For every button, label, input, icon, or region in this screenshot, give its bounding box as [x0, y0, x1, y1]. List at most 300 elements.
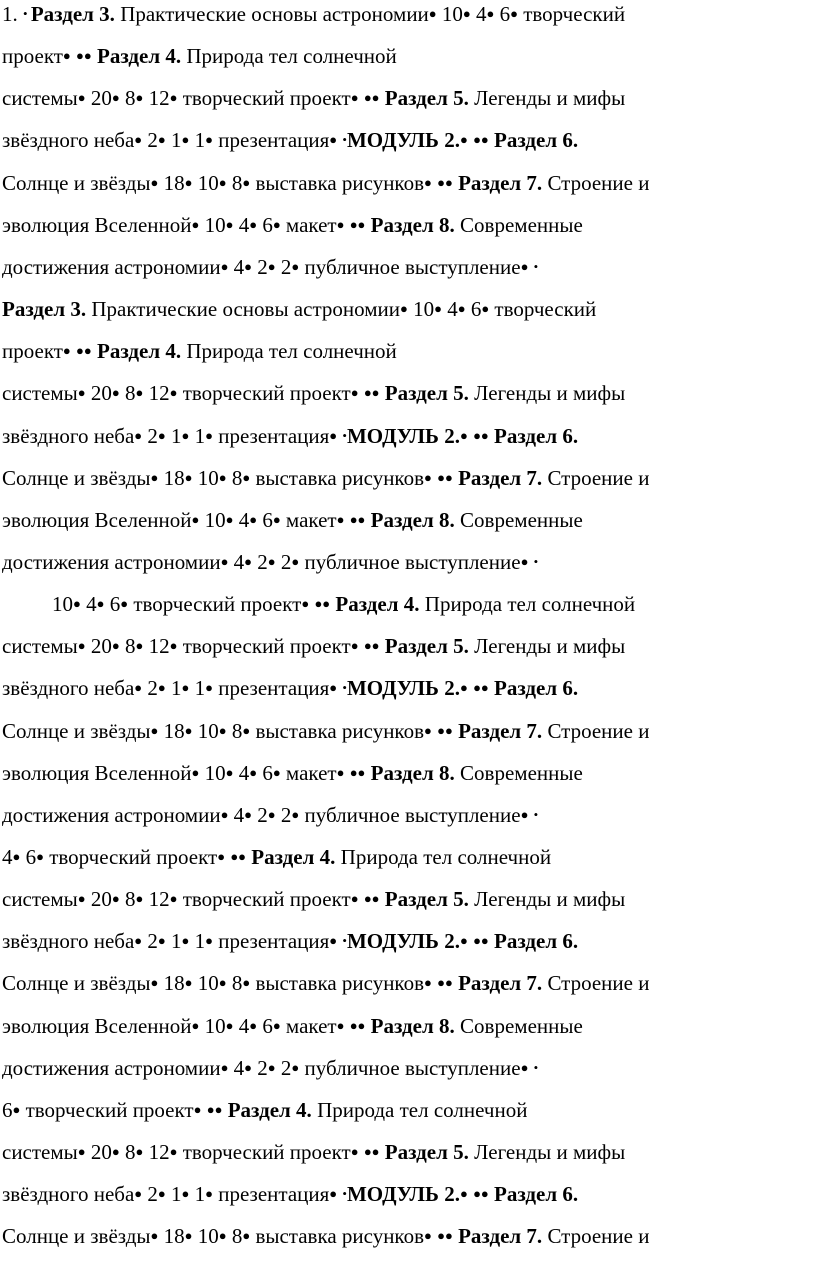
text-line [2, 423, 579, 448]
bullet-dot: ● [191, 764, 200, 780]
text-fragment: 2 [142, 929, 158, 954]
bullet-dot: ●● [437, 975, 453, 991]
bullet-dot: ●● [437, 1228, 453, 1244]
text-fragment: звёздного неба [2, 676, 135, 701]
text-line [2, 931, 578, 952]
text-fragment: 1 [165, 1182, 182, 1207]
bullet-dot: ● [150, 722, 159, 738]
bullet-dot: ●● [473, 933, 489, 949]
bullet-dot: ● [184, 722, 193, 738]
bullet-dot: ● [77, 385, 86, 401]
bullet-dot: ● [135, 1144, 144, 1160]
text-fragment: 10 [436, 2, 463, 26]
bullet-dot: ● [157, 680, 166, 696]
bullet-dot: ● [329, 1186, 338, 1202]
bullet-dot: ● [12, 849, 21, 864]
bullet-dot: ● [350, 638, 359, 654]
bullet-dot: ● [242, 469, 251, 485]
bullet-dot: ● [272, 764, 281, 780]
text-fragment: системы [2, 381, 78, 406]
bold-heading-fragment: Раздел 6. [494, 676, 579, 701]
text-fragment: 2 [142, 1182, 158, 1207]
text-line [2, 299, 596, 320]
bullet-dot: ● [267, 1059, 276, 1075]
text-fragment: макет [280, 760, 337, 785]
text-fragment: Современные [454, 1013, 583, 1038]
bullet-dot: ● [205, 1186, 213, 1202]
bullet-dot: ● [423, 174, 432, 190]
text-fragment: Практические основы астрономии [114, 2, 429, 26]
bullet-dot: ● [520, 806, 529, 822]
bold-heading-fragment: МОДУЛЬ 2. [346, 929, 460, 954]
bullet-dot: ● [329, 933, 338, 949]
text-fragment: Природа тел солнечной [419, 592, 636, 617]
bold-heading-fragment: Раздел 5. [384, 381, 469, 406]
text-fragment: 10 [199, 1013, 226, 1038]
text-fragment: 1 [189, 929, 206, 954]
bullet-dot: ● [150, 469, 159, 485]
bullet-dot: ● [73, 596, 81, 612]
text-fragment: 1 [165, 676, 182, 701]
bullet-dot: ● [134, 1186, 143, 1202]
text-fragment: выставка рисунков [250, 170, 424, 195]
bold-heading-fragment: Раздел 8. [370, 507, 455, 532]
bold-heading-fragment: Раздел 8. [370, 1013, 455, 1038]
bullet-dot: ●● [363, 638, 380, 654]
bullet-dot: ● [225, 764, 234, 780]
bullet-dot: ● [96, 596, 105, 612]
text-line [2, 212, 583, 237]
bullet-dot: ●● [349, 1017, 366, 1033]
text-line [2, 170, 650, 195]
bullet-dot: ● [184, 469, 193, 485]
text-fragment: 20 [85, 1140, 112, 1165]
bullet-dot: ● [120, 596, 129, 612]
text-fragment: 6 [257, 507, 273, 532]
bullet-dot: ● [169, 638, 178, 654]
bullet-dot: ● [157, 1186, 166, 1202]
text-fragment: 4 [233, 507, 250, 532]
text-fragment: выставка рисунков [250, 1224, 424, 1249]
bold-heading-fragment: Раздел 7. [458, 170, 543, 195]
bullet-dot: ● [220, 806, 229, 822]
text-fragment: творческий проект [177, 634, 351, 659]
bullet-dot: • [342, 933, 347, 949]
text-fragment: 12 [143, 887, 170, 912]
bullet-dot: • [342, 1186, 347, 1202]
text-fragment: 6 [494, 2, 511, 26]
text-fragment: Строение и [542, 718, 650, 743]
text-fragment: презентация [212, 128, 330, 153]
text-fragment: 10 [199, 760, 226, 785]
bullet-dot: ● [244, 806, 253, 822]
bold-heading-fragment: МОДУЛЬ 2. [346, 128, 460, 153]
text-fragment: Легенды и мифы [468, 634, 626, 659]
bullet-dot: ● [169, 90, 178, 106]
bullet-dot: ● [272, 216, 281, 232]
text-fragment: 18 [158, 170, 185, 195]
bullet-dot: ● [510, 6, 518, 21]
text-fragment: Солнце и звёзды [2, 170, 151, 195]
text-fragment: 2 [252, 1055, 268, 1080]
bullet-dot: ● [77, 1144, 86, 1160]
bold-heading-fragment: Раздел 8. [370, 212, 455, 237]
bullet-dot: ●● [363, 90, 380, 106]
text-fragment: Легенды и мифы [468, 887, 626, 912]
bullet-dot: ● [423, 975, 432, 991]
text-fragment: 2 [142, 423, 158, 448]
text-fragment: 2 [275, 1055, 292, 1080]
text-fragment: 2 [142, 676, 158, 701]
bullet-dot: ● [242, 722, 251, 738]
text-fragment: Солнце и звёзды [2, 1224, 151, 1249]
text-fragment: достижения астрономии [2, 254, 221, 279]
text-fragment: Легенды и мифы [468, 1140, 626, 1165]
text-fragment: 4 [470, 2, 487, 26]
bullet-dot: • [533, 258, 539, 274]
bullet-dot: ●● [206, 1101, 223, 1117]
text-fragment: творческий проект [177, 887, 351, 912]
bullet-dot: ● [457, 301, 466, 317]
bullet-dot: ● [291, 1059, 300, 1075]
bullet-dot: ● [135, 891, 144, 907]
text-fragment: 2 [252, 549, 268, 574]
text-fragment: Строение и [542, 170, 650, 195]
bullet-dot: ● [459, 132, 468, 148]
text-line [2, 341, 397, 362]
bullet-dot: ● [520, 553, 529, 569]
bold-heading-fragment: МОДУЛЬ 2. [346, 1182, 460, 1207]
text-fragment: 8 [226, 1224, 243, 1249]
bullet-dot: ● [36, 849, 44, 864]
bold-heading-fragment: Раздел 3. [2, 297, 87, 322]
text-line [2, 46, 397, 67]
bullet-dot: ● [157, 933, 166, 949]
text-line [2, 889, 625, 910]
text-fragment: 12 [143, 634, 170, 659]
bullet-dot: ● [134, 132, 143, 148]
bullet-dot: ● [434, 301, 442, 317]
text-fragment: 6 [465, 297, 482, 322]
bullet-dot: ● [329, 427, 338, 443]
text-line [2, 465, 650, 490]
bold-heading-fragment: Раздел 3. [30, 2, 115, 26]
bullet-dot: ● [184, 975, 193, 991]
bullet-dot: ●● [230, 849, 247, 864]
bullet-dot: ● [217, 849, 226, 864]
bullet-dot: • [533, 806, 539, 822]
bold-heading-fragment: Раздел 7. [458, 971, 543, 996]
bullet-dot: ● [244, 553, 253, 569]
text-fragment: звёздного неба [2, 1182, 135, 1207]
text-line [2, 636, 625, 657]
text-fragment: 10 [199, 212, 226, 237]
bullet-dot: ● [62, 343, 71, 359]
text-fragment: Природа тел солнечной [335, 845, 552, 869]
text-fragment: 20 [85, 634, 112, 659]
text-fragment: Современные [454, 212, 583, 237]
text-line [2, 802, 539, 827]
bullet-dot: ● [336, 511, 345, 527]
text-fragment: эволюция Вселенной [2, 507, 192, 532]
bullet-dot: ● [62, 48, 71, 64]
bullet-dot: ● [150, 975, 159, 991]
bullet-dot: ● [350, 385, 359, 401]
text-fragment: 8 [119, 1140, 136, 1165]
bullet-dot: ● [169, 385, 178, 401]
bullet-dot: ● [181, 680, 190, 696]
bullet-dot: ● [191, 1017, 200, 1033]
text-fragment: 1 [189, 128, 206, 153]
text-fragment: Солнце и звёзды [2, 971, 151, 996]
text-fragment: 8 [119, 381, 136, 406]
bullet-dot: ●● [349, 511, 366, 527]
bullet-dot: ● [218, 469, 227, 485]
bullet-dot: ● [150, 1228, 159, 1244]
bullet-dot: ● [134, 680, 143, 696]
bullet-dot: ●● [76, 343, 92, 359]
text-fragment: Природа тел солнечной [311, 1097, 528, 1122]
text-fragment: проект [2, 44, 63, 69]
bullet-dot: ● [399, 301, 408, 317]
text-fragment: 12 [143, 86, 170, 111]
bullet-dot: ● [244, 1059, 253, 1075]
bullet-dot: ● [350, 90, 359, 106]
text-fragment: 8 [119, 86, 136, 111]
text-fragment: Строение и [542, 971, 650, 996]
bullet-dot: ● [218, 1228, 227, 1244]
bold-heading-fragment: Раздел 6. [494, 423, 579, 448]
text-fragment: достижения астрономии [2, 549, 221, 574]
bullet-dot: ● [220, 1059, 229, 1075]
bold-heading-fragment: Раздел 5. [384, 887, 469, 912]
bold-heading-fragment: МОДУЛЬ 2. [346, 423, 460, 448]
bullet-dot: ●● [76, 48, 92, 64]
text-fragment: 18 [158, 971, 185, 996]
bullet-dot: ●● [473, 1186, 489, 1202]
text-fragment: Строение и [542, 1224, 650, 1249]
bullet-dot: ● [220, 553, 229, 569]
text-fragment: 4 [228, 254, 245, 279]
text-fragment: 6 [20, 845, 37, 869]
text-line [2, 507, 583, 532]
text-line [2, 1013, 583, 1038]
bullet-dot: ●● [363, 385, 380, 401]
bullet-dot: ● [336, 764, 345, 780]
text-fragment: 4 [233, 212, 250, 237]
bullet-dot: • [342, 132, 347, 148]
text-fragment: 10 [192, 1224, 219, 1249]
bold-heading-fragment: Раздел 5. [384, 1140, 469, 1165]
bold-heading-fragment: Раздел 8. [370, 760, 455, 785]
bullet-dot: ● [12, 1101, 21, 1117]
bullet-dot: ● [191, 511, 200, 527]
text-fragment: 4 [228, 802, 245, 827]
bullet-dot: ● [249, 1017, 258, 1033]
bullet-dot: ● [423, 469, 432, 485]
bullet-dot: ●● [349, 216, 366, 232]
text-fragment: выставка рисунков [250, 971, 424, 996]
text-fragment: 1. [2, 2, 23, 26]
text-fragment: 8 [119, 634, 136, 659]
bold-heading-fragment: Раздел 5. [384, 86, 469, 111]
text-fragment: творческий проект [177, 381, 351, 406]
bold-heading-fragment: Раздел 4. [335, 592, 420, 617]
text-fragment: презентация [212, 1182, 330, 1207]
text-fragment: макет [280, 1013, 337, 1038]
bullet-dot: ● [157, 132, 166, 148]
bullet-dot: ● [459, 933, 468, 949]
bullet-dot: ● [220, 258, 229, 274]
text-fragment: публичное выступление [299, 549, 521, 574]
text-fragment: выставка рисунков [250, 718, 424, 743]
bullet-dot: ● [249, 216, 258, 232]
text-fragment: 12 [143, 1140, 170, 1165]
text-fragment: 1 [189, 1182, 206, 1207]
bold-heading-fragment: Раздел 4. [97, 44, 182, 69]
bold-heading-fragment: Раздел 6. [494, 1182, 579, 1207]
text-fragment: Практические основы астрономии [86, 297, 400, 322]
text-line [2, 718, 650, 743]
text-fragment: системы [2, 887, 78, 912]
bullet-dot: ● [242, 174, 251, 190]
text-fragment: 4 [80, 592, 97, 617]
bullet-dot: ● [350, 891, 359, 907]
bullet-dot: ● [157, 427, 166, 443]
bullet-dot: ● [135, 385, 144, 401]
bullet-dot: ● [423, 722, 432, 738]
bullet-dot: ● [291, 553, 300, 569]
bullet-dot: ● [193, 1101, 202, 1117]
bullet-dot: ● [111, 90, 120, 106]
bullet-dot: ● [218, 722, 227, 738]
text-fragment: достижения астрономии [2, 802, 221, 827]
bold-heading-fragment: Раздел 5. [384, 634, 469, 659]
text-line [2, 847, 551, 868]
bullet-dot: ●● [437, 469, 453, 485]
bullet-dot: ● [459, 680, 468, 696]
text-fragment: 2 [142, 128, 158, 153]
text-fragment: Легенды и мифы [468, 86, 626, 111]
text-fragment: проект [2, 339, 63, 364]
bullet-dot: ● [267, 806, 276, 822]
text-fragment: 1 [165, 128, 182, 153]
text-line [2, 1055, 539, 1080]
text-fragment: презентация [212, 929, 330, 954]
text-line [2, 130, 578, 151]
bullet-dot: ● [111, 385, 120, 401]
text-fragment: эволюция Вселенной [2, 760, 192, 785]
text-fragment: творческий проект [43, 845, 218, 869]
text-fragment: 8 [226, 465, 243, 490]
bullet-dot: ● [111, 1144, 120, 1160]
text-fragment: 10 [192, 465, 219, 490]
text-fragment: творческий проект [128, 592, 302, 617]
bullet-dot: ●● [473, 427, 489, 443]
text-fragment: макет [280, 212, 337, 237]
text-fragment: творческий проект [177, 86, 351, 111]
bullet-dot: ● [301, 596, 310, 612]
text-fragment: системы [2, 86, 78, 111]
text-fragment: публичное выступление [299, 1055, 521, 1080]
bullet-dot: ● [459, 427, 468, 443]
text-fragment: макет [280, 507, 337, 532]
bullet-dot: ● [336, 216, 345, 232]
bold-heading-fragment: МОДУЛЬ 2. [346, 676, 460, 701]
text-line [52, 594, 635, 615]
text-line [2, 1226, 649, 1247]
text-fragment: 6 [257, 760, 273, 785]
bullet-dot: ● [336, 1017, 345, 1033]
bullet-dot: ● [249, 764, 258, 780]
bullet-dot: ● [481, 301, 490, 317]
bullet-dot: ● [329, 132, 338, 148]
text-fragment: 6 [257, 212, 273, 237]
text-fragment: 2 [275, 254, 292, 279]
bullet-dot: ● [244, 258, 253, 274]
text-fragment: звёздного неба [2, 929, 135, 954]
bullet-dot: ● [134, 933, 143, 949]
bullet-dot: ●● [314, 596, 331, 612]
bold-heading-fragment: Раздел 4. [227, 1097, 312, 1122]
text-fragment: эволюция Вселенной [2, 212, 192, 237]
bullet-dot: ● [291, 806, 300, 822]
bold-heading-fragment: Раздел 4. [251, 845, 336, 869]
text-line [2, 678, 578, 699]
bullet-dot: ● [225, 1017, 234, 1033]
text-fragment: 10 [52, 592, 73, 617]
bullet-dot: ●● [437, 722, 453, 738]
text-fragment: Легенды и мифы [468, 381, 626, 406]
bullet-dot: ● [205, 933, 213, 949]
bullet-dot: ● [242, 1228, 251, 1244]
text-fragment: достижения астрономии [2, 1055, 221, 1080]
text-fragment: Современные [454, 507, 583, 532]
bullet-dot: ● [520, 1059, 529, 1075]
text-line [2, 254, 539, 279]
bold-heading-fragment: Раздел 7. [458, 465, 543, 490]
bullet-dot: ● [459, 1186, 468, 1202]
text-fragment: 10 [192, 718, 219, 743]
bullet-dot: ● [225, 511, 234, 527]
bullet-dot: ● [218, 975, 227, 991]
text-fragment: выставка рисунков [250, 465, 424, 490]
bullet-dot: ● [150, 174, 159, 190]
bullet-dot: ● [486, 6, 495, 21]
text-fragment: 20 [85, 887, 112, 912]
bold-heading-fragment: Раздел 4. [97, 339, 182, 364]
text-fragment: Солнце и звёзды [2, 465, 151, 490]
text-line [2, 4, 625, 25]
text-fragment: творческий проект [177, 1140, 351, 1165]
text-fragment: 1 [165, 929, 182, 954]
bullet-dot: ●● [473, 132, 489, 148]
text-fragment: 2 [252, 254, 268, 279]
bullet-dot: ● [181, 933, 190, 949]
bullet-dot: ● [249, 511, 258, 527]
bullet-dot: ● [205, 132, 213, 148]
text-fragment: презентация [212, 423, 330, 448]
text-fragment: Строение и [542, 465, 650, 490]
bullet-dot: ● [462, 6, 471, 21]
text-fragment: Природа тел солнечной [181, 44, 397, 69]
bullet-dot: ● [181, 1186, 190, 1202]
bullet-dot: ● [205, 680, 213, 696]
bullet-dot: ● [77, 891, 86, 907]
text-fragment: 1 [165, 423, 182, 448]
text-line [2, 973, 649, 994]
text-fragment: 8 [119, 887, 136, 912]
